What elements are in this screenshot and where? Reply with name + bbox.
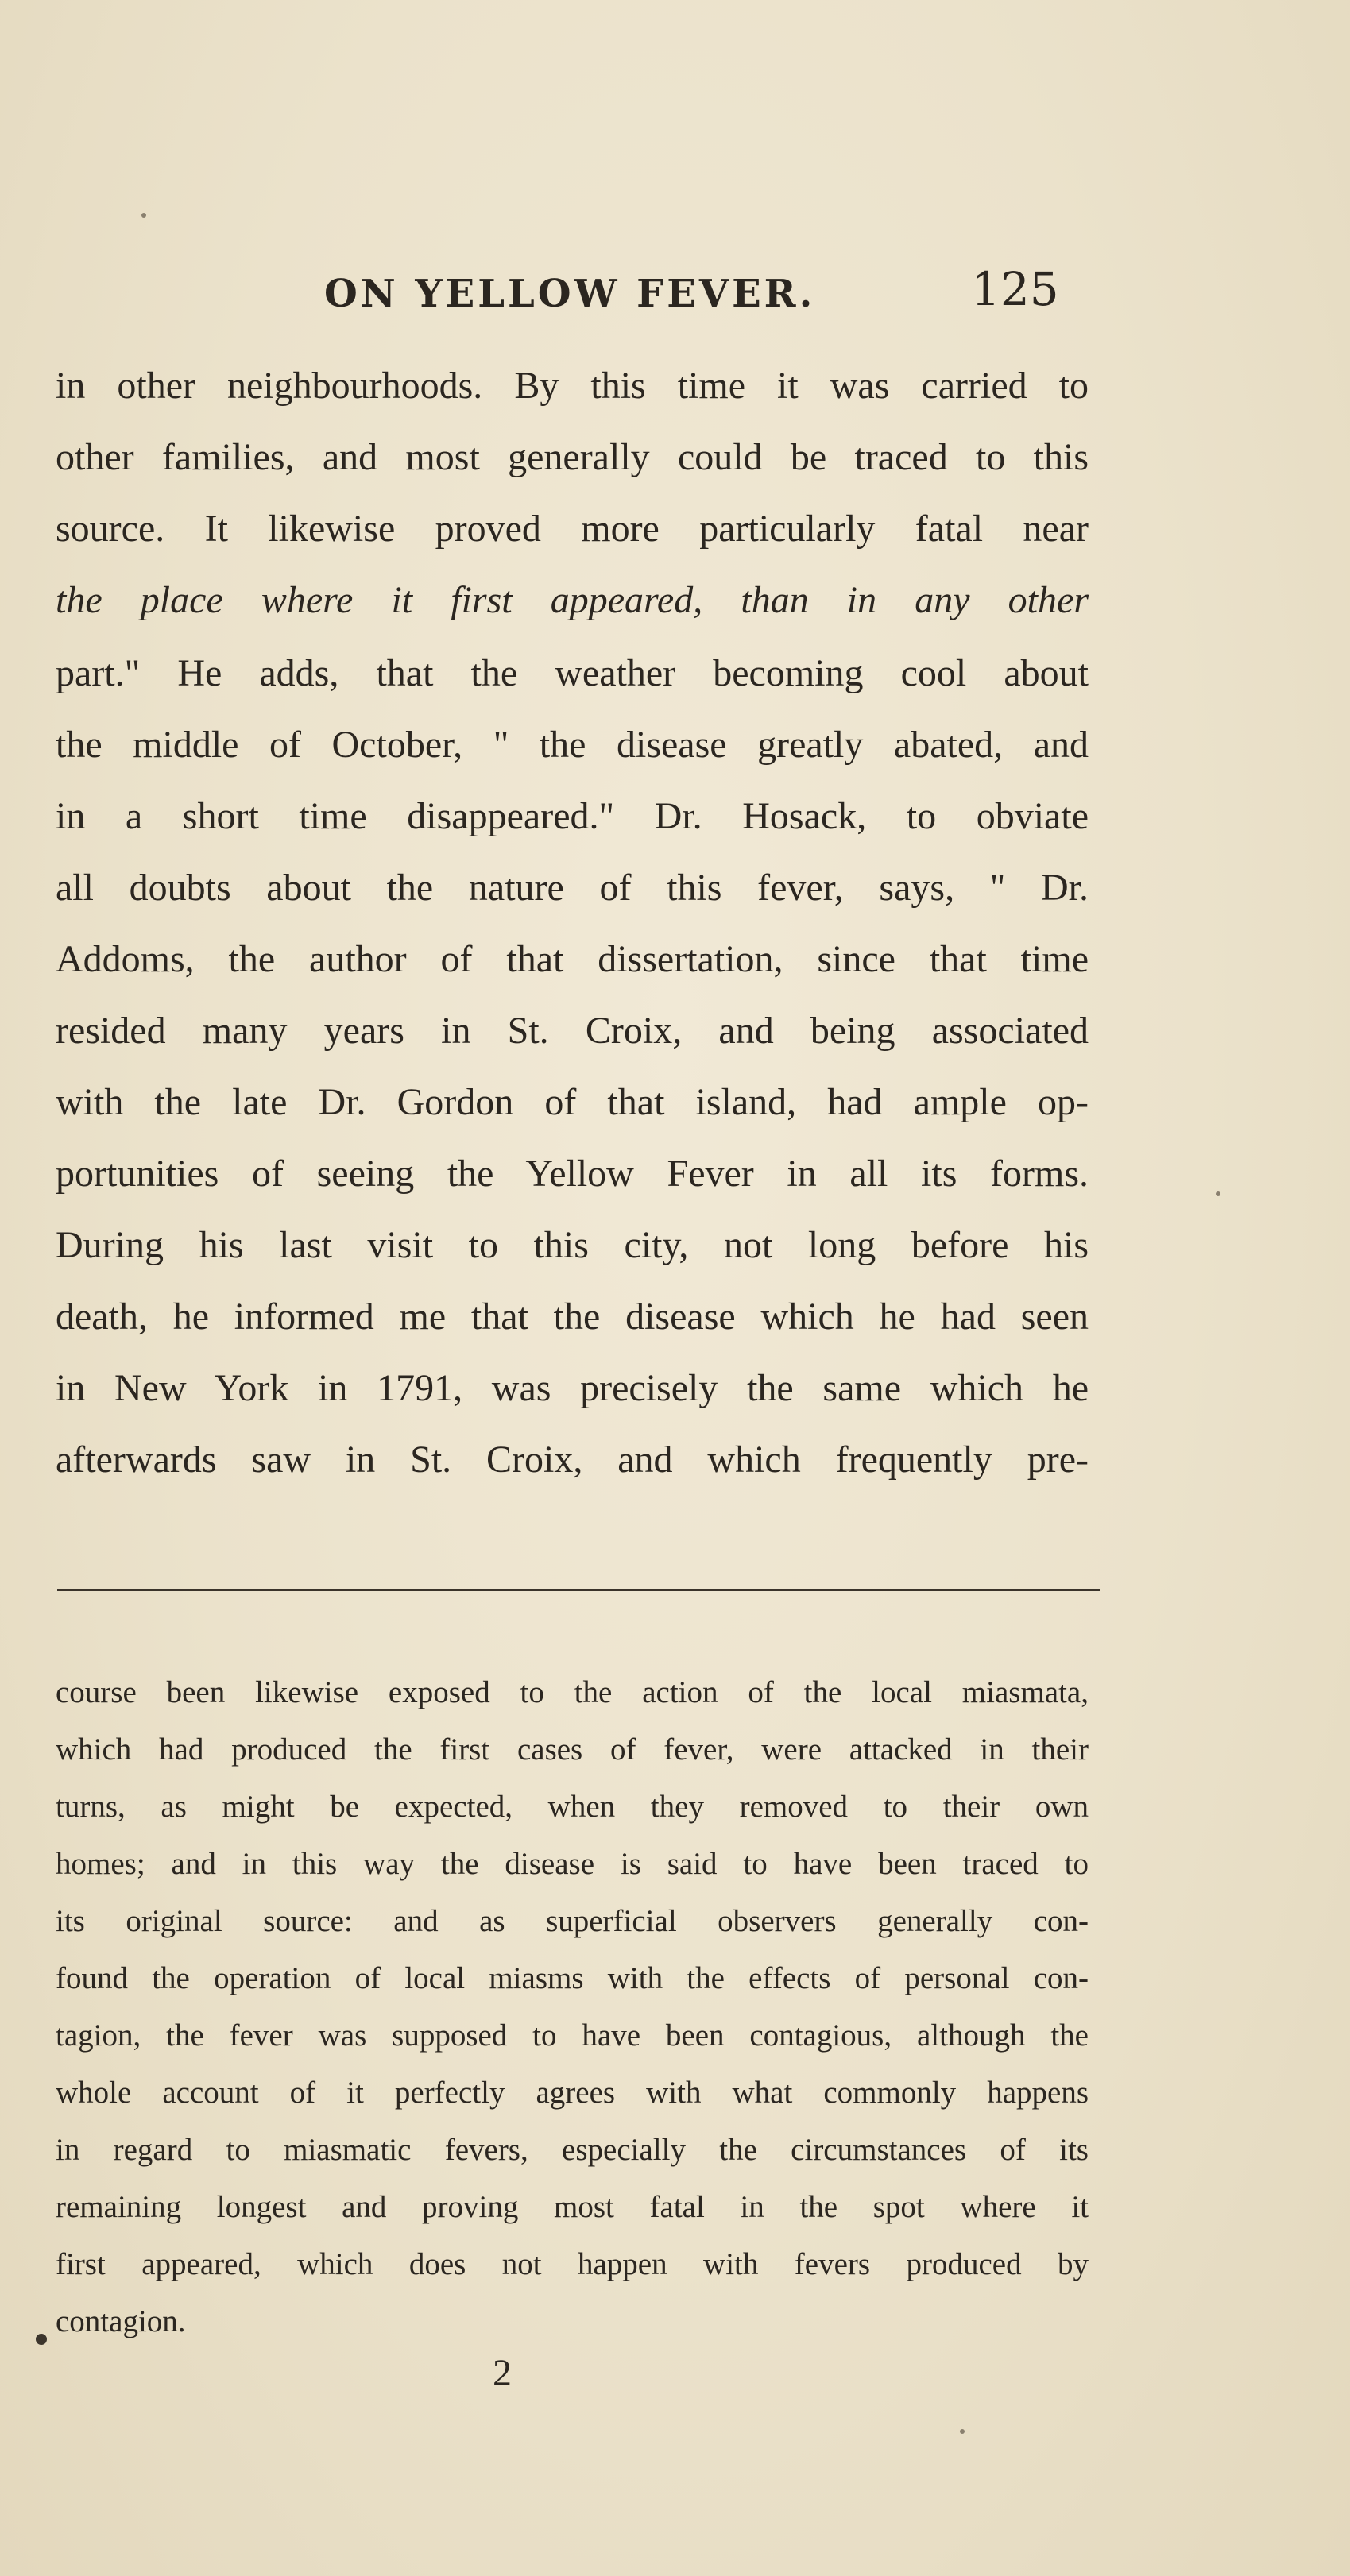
text-line: all doubts about the nature of this fever, says, " Dr. bbox=[56, 867, 1089, 909]
footnote-rule bbox=[57, 1589, 1100, 1591]
footnote-line: whole account of it perfectly agrees with what commonly happens bbox=[56, 2076, 1089, 2110]
footnote-line: remaining longest and proving most fatal in the spot where it bbox=[56, 2190, 1089, 2224]
footnote-line: tagion, the fever was supposed to have been contagious, although the bbox=[56, 2018, 1089, 2053]
running-title: ON YELLOW FEVER. bbox=[324, 272, 816, 316]
text-line: afterwards saw in St. Croix, and which frequently pre- bbox=[56, 1439, 1089, 1481]
footnote-line: turns, as might be expected, when they removed to their own bbox=[56, 1790, 1089, 1824]
page-number: 125 bbox=[971, 262, 1059, 316]
signature-mark: 2 bbox=[493, 2352, 512, 2394]
text-line: death, he informed me that the disease which he had seen bbox=[56, 1296, 1089, 1338]
ink-speck bbox=[141, 213, 146, 218]
text-line: During his last visit to this city, not long before his bbox=[56, 1224, 1089, 1266]
text-line: source. It likewise proved more particularly fatal near bbox=[56, 508, 1089, 550]
footnote-line: homes; and in this way the disease is said to have been traced to bbox=[56, 1847, 1089, 1881]
footnote-line: contagion. bbox=[56, 2304, 186, 2338]
footnote-line: its original source: and as superficial observers generally con- bbox=[56, 1904, 1089, 1938]
text-line: in a short time disappeared." Dr. Hosack, to obviate bbox=[56, 795, 1089, 837]
text-line: other families, and most generally could be traced to this bbox=[56, 436, 1089, 478]
text-line-content: the place where it first appeared, than in any other bbox=[56, 579, 1089, 621]
ink-speck bbox=[36, 2334, 47, 2345]
text-line bbox=[56, 577, 1089, 624]
text-line: the middle of October, " the disease greatly abated, and bbox=[56, 724, 1089, 766]
text-line: with the late Dr. Gordon of that island, had ample op- bbox=[56, 1081, 1089, 1123]
text-line: in New York in 1791, was precisely the same which he bbox=[56, 1367, 1089, 1409]
ink-speck bbox=[960, 2429, 965, 2434]
footnote-line: in regard to miasmatic fevers, especially the circumstances of its bbox=[56, 2133, 1089, 2167]
text-line: Addoms, the author of that dissertation, since that time bbox=[56, 938, 1089, 980]
footnote-line: found the operation of local miasms with the effects of personal con- bbox=[56, 1961, 1089, 1995]
text-line: portunities of seeing the Yellow Fever in all its forms. bbox=[56, 1153, 1089, 1195]
footnote-line: which had produced the first cases of fever, were attacked in their bbox=[56, 1732, 1089, 1767]
text-line: resided many years in St. Croix, and being associated bbox=[56, 1010, 1089, 1052]
footnote-line: course been likewise exposed to the action of the local miasmata, bbox=[56, 1675, 1089, 1709]
footnote-line: first appeared, which does not happen with fevers produced by bbox=[56, 2247, 1089, 2281]
ink-speck bbox=[1216, 1191, 1220, 1196]
text-line: in other neighbourhoods. By this time it was carried to bbox=[56, 365, 1089, 407]
text-line: part." He adds, that the weather becoming cool about bbox=[56, 652, 1089, 694]
